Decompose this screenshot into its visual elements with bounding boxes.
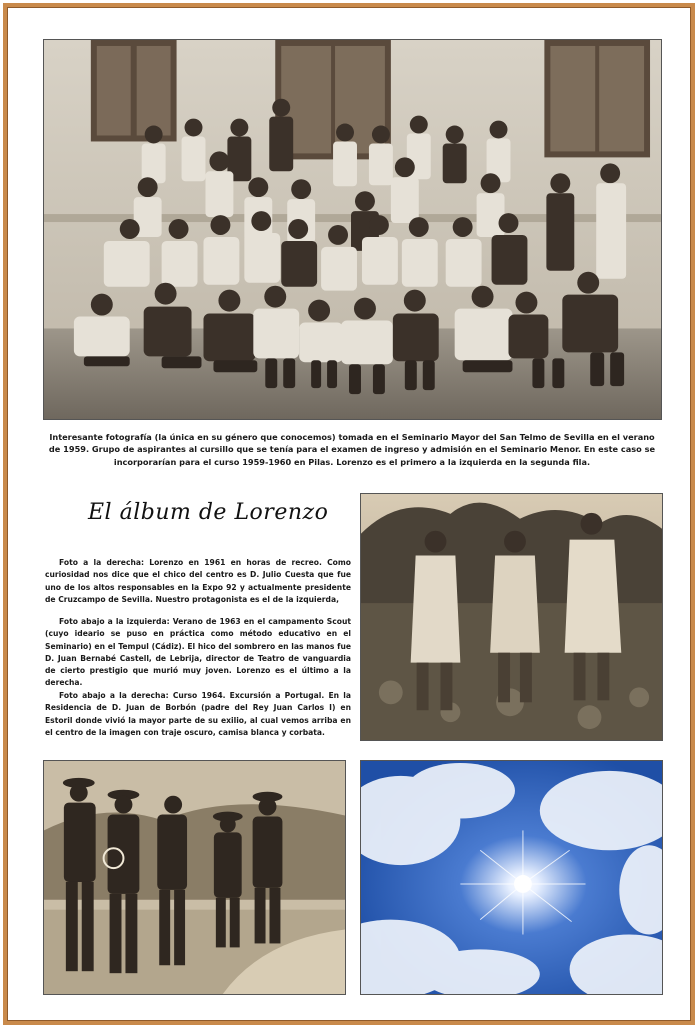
scout-camp-photo-1963 <box>43 760 346 995</box>
group-photo-1959 <box>43 39 662 420</box>
album-title: El álbum de Lorenzo <box>88 500 329 525</box>
sky-sunburst-image <box>360 760 663 995</box>
paragraph-photo-bottom-left: Foto abajo a la izquierda: Verano de 1963 en el campamento Scout (cuyo ideario se puso en práctica como método educativo en el Seminario) en el Tempul (Cádiz). El hico del sombrero en las manos fue D. Juan Bernabé Castell, de Lebrija, director de Teatro de vanguardia de cierto prestigio que murió muy joven. Lorenzo es el último a la derecha. <box>45 617 351 688</box>
group-photo-drawing <box>44 40 661 419</box>
group-photo-caption: Interesante fotografía (la única en su género que conocemos) tomada en el Seminario Mayor del San Telmo de Sevilla en el verano de 1959. Grupo de aspirantes al cursillo que se tenía para el examen de ingreso y admisión en el Seminario Menor. En este caso se incorporarían para el curso 1959-1960 en Pilas. Lorenzo es el primero a la izquierda en la segunda fila. <box>48 432 656 467</box>
scout-camp-drawing <box>44 761 345 994</box>
paragraph-photo-right: Foto a la derecha: Lorenzo en 1961 en horas de recreo. Como curiosidad nos dice que el chico del centro es D. Julio Cuesta que fue uno de los altos responsables en la Expo 92 y actualmente presidente de Cruzcampo de Sevilla. Nuestro protagonista es el de la izquierda, <box>45 558 351 604</box>
three-boys-drawing <box>361 494 662 740</box>
paragraph-photo-bottom-right: Foto abajo a la derecha: Curso 1964. Excursión a Portugal. En la Residencia de D. Juan de Borbón (padre del Rey Juan Carlos I) en Estoril donde vivió la mayor parte de su exilio, al cual vemos arriba en el centro de la imagen con traje oscuro, camisa blanca y corbata. <box>45 691 351 737</box>
sky-sunburst-drawing <box>361 761 662 994</box>
three-boys-photo-1961 <box>360 493 663 741</box>
